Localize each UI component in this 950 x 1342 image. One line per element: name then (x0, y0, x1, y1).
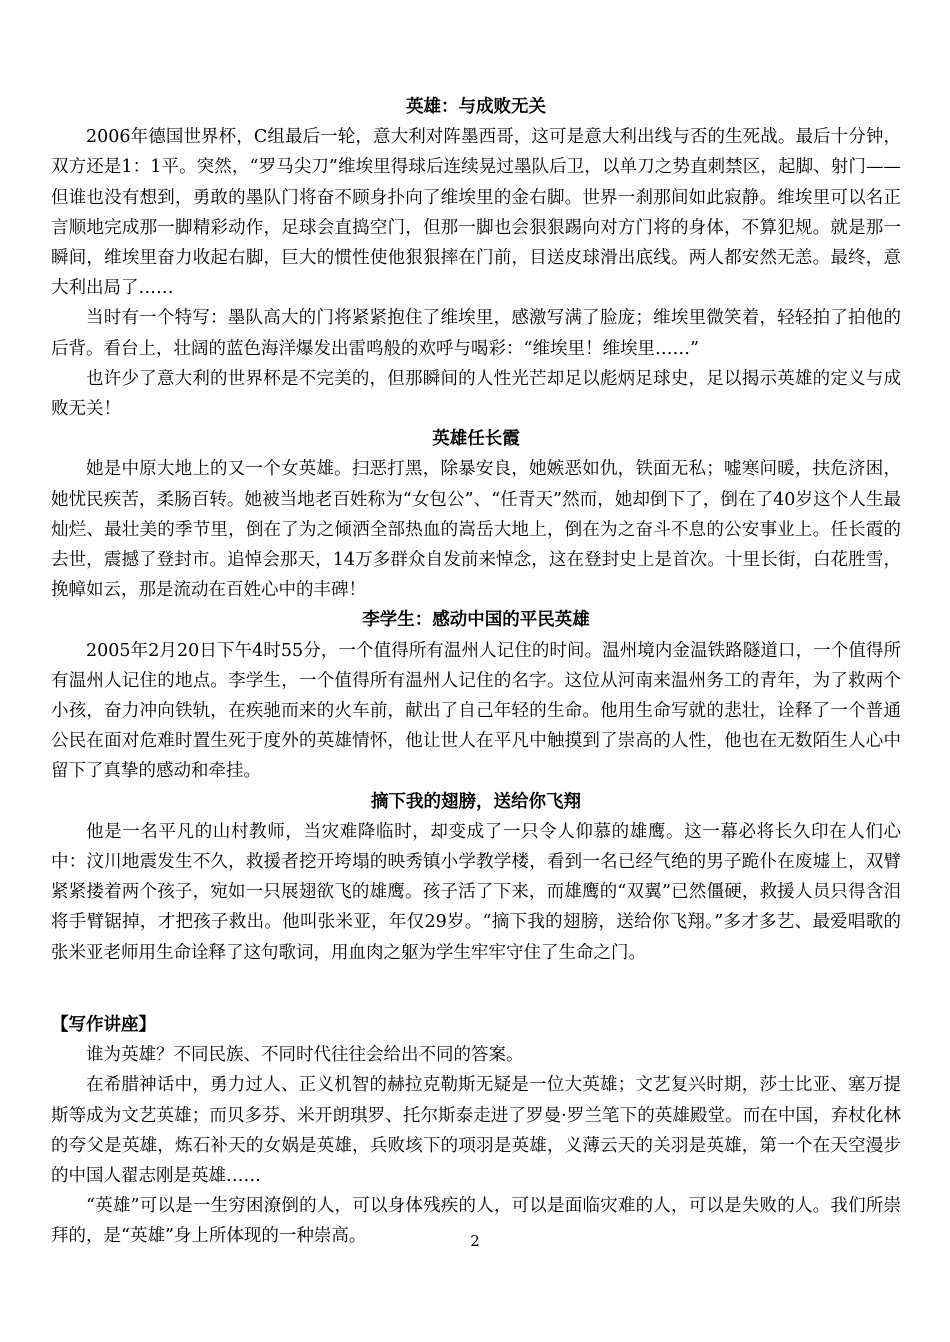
body-paragraph: 2006年德国世界杯，C组最后一轮，意大利对阵墨西哥，这可是意大利出线与否的生死战。最后十分钟，双方还是1：1平。突然，“罗马尖刀”维埃里得球后连续晃过墨队后卫，以单刀之势直刺禁区，起脚、射门——但谁也没有想到，勇敢的墨队门将奋不顾身扑向了维埃里的金右脚。世界一刹那间如此寂静。维埃里可以名正言顺地完成那一脚精彩动作，足球会直捣空门，但那一脚也会狠狠踢向对方门将的身体，不算犯规。就是那一瞬间，维埃里奋力收起右脚，巨大的惯性使他狠狠摔在门前，目送皮球滑出底线。两人都安然无恙。最终，意大利出局了…… (51, 127, 901, 299)
lecture-paragraph: “英雄”可以是一生穷困潦倒的人，可以身体残疾的人，可以是面临灾难的人，可以是失败的人。我们所崇拜的，是“英雄”身上所体现的一种崇高。 (51, 1196, 901, 1247)
body-paragraph: 他是一名平凡的山村教师，当灾难降临时，却变成了一只令人仰慕的雄鹰。这一幕必将长久印在人们心中：汶川地震发生不久，救援者挖开垮塌的映秀镇小学教学楼，看到一名已经气绝的男子跪仆在废墟上，双臂紧紧搂着两个孩子，宛如一只展翅欲飞的雄鹰。孩子活了下来，而雄鹰的“双翼”已然僵硬，救援人员只得含泪将手臂锯掉，才把孩子救出。他叫张米亚，年仅29岁。“摘下我的翅膀，送给你飞翔。”多才多艺、最爱唱歌的张米亚老师用生命诠释了这句歌词，用血肉之躯为学生牢牢守住了生命之门。 (51, 821, 901, 963)
document-page (51, 92, 901, 1252)
section-title: 摘下我的翅膀，送给你飞翔 (371, 791, 581, 812)
body-paragraph: 2005年2月20日下午4时55分，一个值得所有温州人记住的时间。温州境内金温铁路隧道口，一个值得所有温州人记住的地点。李学生，一个值得所有温州人记住的名字。这位从河南来温州务工的青年，为了救两个小孩，奋力冲向铁轨，在疾驰而来的火车前，献出了自己年轻的生命。他用生命写就的悲壮，诠释了一个普通公民在面对危难时置生死于度外的英雄情怀，他让世人在平凡中触摸到了崇高的人性，他也在无数陌生人心中留下了真挚的感动和牵挂。 (51, 640, 901, 782)
body-paragraph: 她是中原大地上的又一个女英雄。扫恶打黑，除暴安良，她嫉恶如仇，铁面无私；嘘寒问暖，扶危济困，她忧民疾苦，柔肠百转。她被当地老百姓称为“女包公”、“任青天”然而，她却倒下了，倒在了40岁这个人生最灿烂、最壮美的季节里，倒在了为之倾洒全部热血的嵩岳大地上，倒在为之奋斗不息的公安事业上。任长霞的去世，震撼了登封市。追悼会那天，14万多群众自发前来悼念，这在登封史上是首次。十里长街，白花胜雪，挽幛如云，那是流动在百姓心中的丰碑！ (51, 459, 901, 601)
body-paragraph: 也许少了意大利的世界杯是不完美的，但那瞬间的人性光芒却足以彪炳足球史，足以揭示英雄的定义与成败无关！ (51, 368, 901, 420)
page-number: 2 (470, 1232, 480, 1250)
lecture-heading: 【写作讲座】 (51, 1014, 156, 1035)
section-title: 李学生：感动中国的平民英雄 (362, 610, 590, 631)
section-title: 英雄任长霞 (432, 429, 520, 450)
lecture-paragraph: 谁为英雄？不同民族、不同时代往往会给出不同的答案。 (86, 1045, 524, 1066)
lecture-paragraph: 在希腊神话中，勇力过人、正义机智的赫拉克勒斯无疑是一位大英雄；文艺复兴时期，莎士比亚、塞万提斯等成为文艺英雄；而贝多芬、米开朗琪罗、托尔斯泰走进了罗曼·罗兰笔下的英雄殿堂。而在中国，弃杖化林的夸父是英雄，炼石补天的女娲是英雄，兵败垓下的项羽是英雄，义薄云天的关羽是英雄，第一个在天空漫步的中国人翟志刚是英雄…… (51, 1075, 901, 1186)
section-title: 英雄：与成败无关 (406, 97, 546, 117)
body-paragraph: 当时有一个特写：墨队高大的门将紧紧抱住了维埃里，感激写满了脸庞；维埃里微笑着，轻轻拍了拍他的后背。看台上，壮阔的蓝色海洋爆发出雷鸣般的欢呼与喝彩：“维埃里！维埃里……” (51, 308, 901, 359)
